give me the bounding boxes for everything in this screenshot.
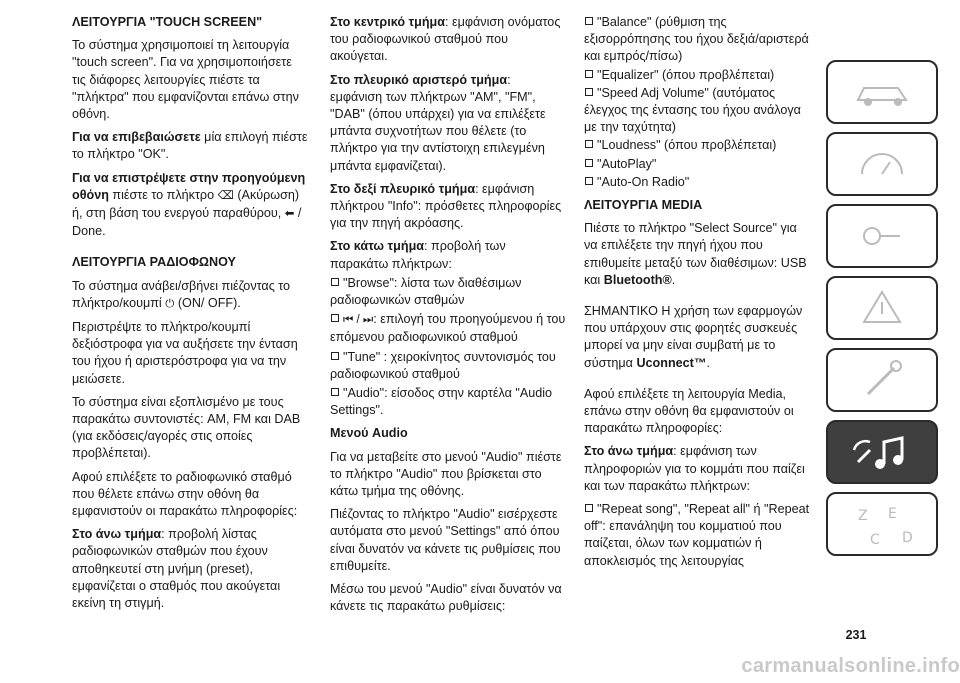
text: "Audio": είσοδος στην καρτέλα "Audio Settings".: [330, 386, 553, 418]
heading-media: ΛΕΙΤΟΥΡΓΙΑ MEDIA: [584, 198, 703, 213]
text: "Loudness" (όπου προβλέπεται): [597, 138, 777, 153]
bullet-square-icon: [585, 504, 593, 512]
text: / Done.: [72, 206, 302, 239]
bullet-square-icon: [585, 159, 593, 167]
index-icon: [826, 492, 938, 556]
bullet-square-icon: [331, 388, 339, 396]
key-icon: [826, 204, 938, 268]
text: : προβολή λίστας ραδιοφωνικών σταθμών που έχουν αποθηκευτεί στη μνήμη (preset), εμφανίζεται ο σταθμός που ακούγεται εκείνη τη στιγμή.: [72, 527, 281, 611]
list-item: [330, 275, 566, 309]
paragraph: Για να μεταβείτε στο μενού "Audio" πιέστε το πλήκτρο "Audio" που βρίσκεται στο κάτω τμήμα της οθόνης.: [330, 449, 562, 499]
text: : εμφάνιση πλήκτρου "Info": πρόσθετες πληροφορίες για την πηγή ακρόασης.: [330, 181, 562, 231]
text: : εμφάνιση ονόματος του ραδιοφωνικού σταθμού που ακούγεται.: [330, 15, 561, 64]
heading-audio-menu: Μενού Audio: [330, 426, 408, 441]
column-3: [584, 14, 812, 576]
bullet-square-icon: [331, 278, 339, 286]
paragraph: [72, 129, 308, 163]
skip-buttons-icon: ⏮ / ⏭: [343, 314, 374, 327]
back-arrow-icon: ⬅: [284, 208, 295, 221]
paragraph: Πιέζοντας το πλήκτρο "Audio" εισέρχεστε αυτόματα στο μενού "Settings" από όπου είναι δυνατόν να κάνετε τις ρυθμίσεις που επιθυμείτε.: [330, 507, 561, 573]
text: μία επιλογή πιέστε το πλήκτρο "OK".: [72, 130, 308, 162]
list-item: [584, 501, 812, 570]
bold-text: Για να επιβεβαιώσετε: [72, 130, 201, 145]
bullet-square-icon: [585, 17, 593, 25]
bold-text: Στο κάτω τμήμα: [330, 239, 425, 254]
list-item: [584, 174, 812, 191]
bold-text: Bluetooth®: [603, 272, 672, 287]
power-icon: ⏻: [165, 297, 175, 310]
text: Το σύστημα ανάβει/σβήνει πιέζοντας το πλήκτρο/κουμπί: [72, 278, 291, 310]
text: ΣΗΜΑΝΤΙΚΟ Η χρήση των εφαρμογών που υπάρχουν στις φορητές συσκευές μπορεί να μην είναι συμβατή με το σύστημα: [584, 304, 803, 370]
svg-text:D: D: [902, 530, 913, 546]
paragraph: Το σύστημα χρησιμοποιεί τη λειτουργία "touch screen". Για να χρησιμοποιήσετε τις διάφορες λειτουργίες πιέστε τα "πλήκτρα" που εμφανίζονται επάνω στην οθόνη.: [72, 38, 299, 122]
paragraph: [72, 526, 308, 612]
bullet-square-icon: [585, 88, 593, 96]
text: .: [671, 272, 676, 287]
list-item: [330, 385, 566, 419]
text: (ON/ OFF).: [174, 295, 241, 310]
bullet-square-icon: [331, 352, 339, 360]
paragraph: Αφού επιλέξετε το ραδιοφωνικό σταθμό που θέλετε επάνω στην οθόνη θα εμφανιστούν οι παρακάτω πληροφορίες:: [72, 469, 298, 519]
paragraph: [330, 238, 566, 272]
text: "Tune" : χειροκίνητος συντονισμός του ραδιοφωνικού σταθμού: [330, 349, 556, 381]
chapter-tabs: [826, 60, 942, 564]
svg-text:Z: Z: [858, 508, 868, 524]
delete-back-icon: ⌫: [217, 189, 234, 202]
paragraph: [72, 170, 308, 241]
bold-text: Στο δεξί πλευρικό τμήμα: [330, 181, 476, 196]
text: "Repeat song", "Repeat all" ή "Repeat off": επανάληψη του κομματιού που παίζεται, όλων των κομματιών ή αποκλεισμός της λειτουργίας: [584, 502, 810, 568]
paragraph: Αφού επιλέξετε τη λειτουργία Media, επάνω στην οθόνη θα εμφανιστούν οι παρακάτω πληροφορίες:: [584, 386, 794, 436]
column-1: [72, 14, 308, 618]
paragraph: [584, 443, 812, 495]
text: : επιλογή του προηγούμενου ή του επόμενου ραδιοφωνικού σταθμού: [330, 312, 566, 345]
dashboard-icon: [826, 132, 938, 196]
paragraph: [330, 72, 566, 175]
bold-text: Uconnect™: [636, 355, 707, 370]
text: (Ακύρωση) ή, στη βάση του ενεργού παραθύρου,: [72, 187, 300, 221]
text: "Speed Adj Volume" (αυτόματος έλεγχος της έντασης του ήχου ανάλογα με την ταχύτητα): [584, 85, 801, 135]
text: "Auto-On Radio": [597, 174, 690, 189]
text: "Browse": λίστα των διαθέσιμων ραδιοφωνικών σταθμών: [330, 275, 522, 308]
bullet-square-icon: [585, 70, 593, 78]
heading-radio: ΛΕΙΤΟΥΡΓΙΑ ΡΑΔΙΟΦΩΝΟΥ: [72, 255, 236, 270]
paragraph: Μέσω του μενού "Audio" είναι δυνατόν να κάνετε τις παρακάτω ρυθμίσεις:: [330, 582, 562, 614]
list-item: [584, 67, 812, 84]
car-icon: [826, 60, 938, 124]
list-item: [584, 85, 812, 137]
page-number: 231: [845, 628, 867, 642]
bold-text: Στο άνω τμήμα: [72, 527, 162, 542]
text: Πιέστε το πλήκτρο "Select Source" για να επιλέξετε την πηγή ήχου που επιθυμείτε μεταξύ των διαθέσιμων: USB και: [584, 221, 807, 287]
bold-text: Στο κεντρικό τμήμα: [330, 15, 445, 29]
paragraph: Περιστρέψτε το πλήκτρο/κουμπί δεξιόστροφα για να αυξήσετε την ένταση του ήχου ή αριστερόστροφα για να την μειώσετε.: [72, 320, 298, 386]
bullet-square-icon: [331, 314, 339, 322]
bold-text: Στο άνω τμήμα: [584, 444, 674, 459]
text: "Equalizer" (όπου προβλέπεται): [597, 67, 775, 82]
list-item: [584, 137, 812, 154]
text: : εμφάνιση των πλήκτρων "AM", "FM", "DAB" (όπου υπάρχει) για να επιλέξετε μπάντα συχνοτήτων που θέλετε (το πλήκτρο για την αντίστοιχη επιλεγμένη μπάντα εμφανίζεται).: [330, 72, 546, 173]
watermark: carmanualsonline.info: [741, 655, 960, 677]
wrench-icon: [826, 348, 938, 412]
paragraph: [72, 278, 308, 313]
text: πιέστε το πλήκτρο: [108, 187, 218, 202]
list-item: [584, 14, 812, 66]
paragraph: [330, 14, 566, 66]
paragraph: Το σύστημα είναι εξοπλισμένο με τους παρακάτω συντονιστές: AM, FM και DAB (για εκδόσεις/αγορές στις οποίες προβλέπεται).: [72, 394, 301, 461]
text: : εμφάνιση των πληροφοριών για το κομμάτι που παίζει και των παρακάτω πλήκτρων:: [584, 444, 805, 493]
list-item: [584, 156, 812, 173]
warning-icon: [826, 276, 938, 340]
paragraph: [584, 303, 812, 372]
paragraph: [584, 220, 812, 289]
list-item: [330, 349, 566, 383]
bullet-square-icon: [585, 140, 593, 148]
text: : προβολή των παρακάτω πλήκτρων:: [330, 239, 506, 271]
paragraph: [330, 181, 566, 233]
svg-text:C: C: [870, 532, 880, 548]
text: "Balance" (ρύθμιση της εξισορρόπησης του ήχου δεξιά/αριστερά και εμπρός/πίσω): [584, 15, 809, 64]
text: "AutoPlay": [597, 156, 657, 171]
media-icon: [826, 420, 938, 484]
bold-text: Στο πλευρικό αριστερό τμήμα: [330, 72, 508, 87]
list-item: [330, 311, 566, 346]
text: .: [706, 355, 710, 370]
svg-text:E: E: [888, 506, 897, 522]
column-2: [330, 14, 566, 622]
heading-touch-screen: ΛΕΙΤΟΥΡΓΙΑ "TOUCH SCREEN": [72, 15, 263, 29]
bullet-square-icon: [585, 177, 593, 185]
bold-text: Για να επιστρέψετε στην προηγούμενη οθόνη: [72, 170, 306, 202]
